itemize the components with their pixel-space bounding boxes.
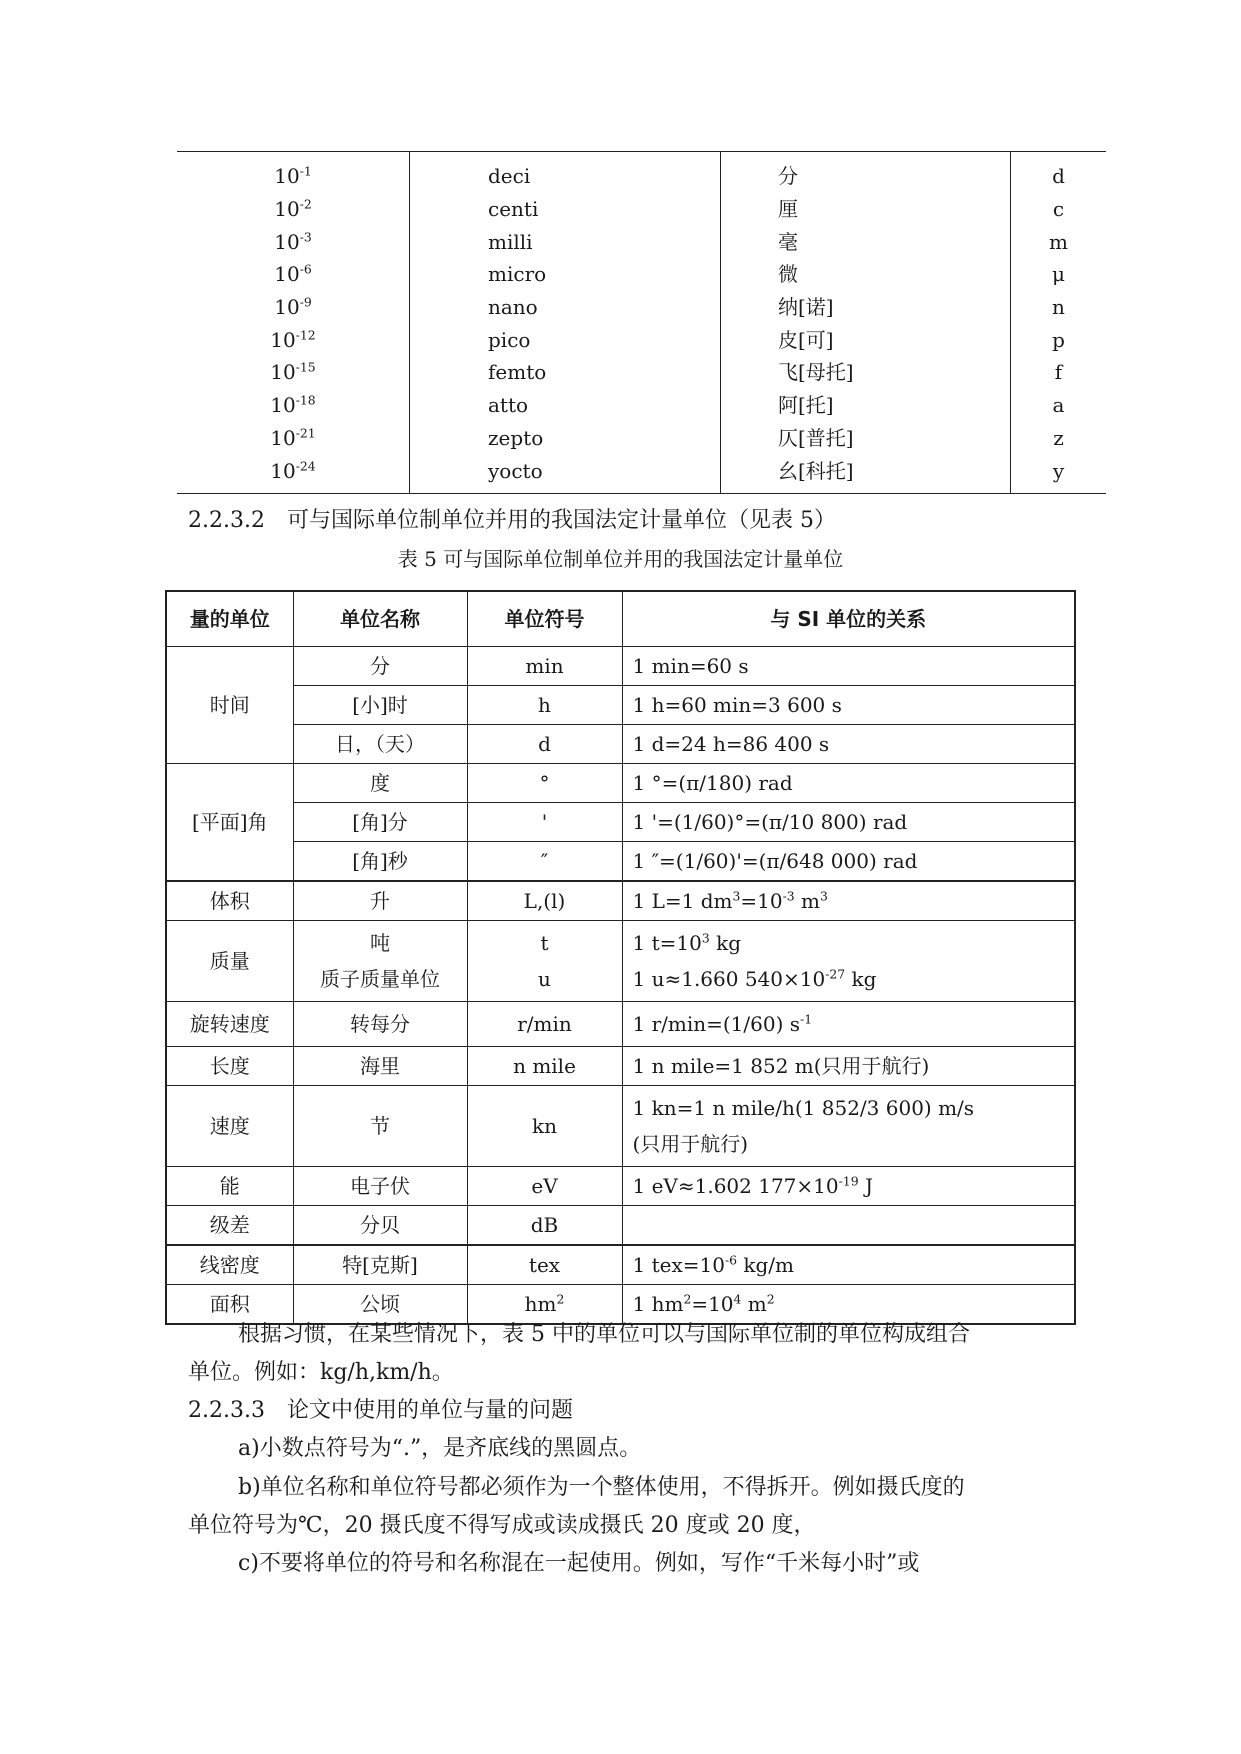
unit-name-cell: 升 xyxy=(293,881,467,921)
prefix-name-cell: centi xyxy=(410,193,721,226)
prefix-symbol-cell: c xyxy=(1011,193,1107,226)
quantity-cell: 能 xyxy=(166,1167,293,1206)
prefix-row xyxy=(177,389,1106,422)
unit-symbol-cell: ″ xyxy=(467,842,622,882)
list-item: a)小数点符号为“.”，是齐底线的黑圆点。 xyxy=(238,1436,642,1461)
prefix-row xyxy=(177,323,1106,356)
prefix-row xyxy=(177,356,1106,389)
unit-name-cell: 电子伏 xyxy=(293,1167,467,1206)
unit-symbol-cell: dB xyxy=(467,1206,622,1246)
table-row xyxy=(166,1047,1075,1086)
header-si-relation: 与 SI 单位的关系 xyxy=(622,591,1075,647)
prefix-chinese-name-cell: 分 xyxy=(721,152,1011,193)
prefix-symbol-cell: n xyxy=(1011,291,1107,324)
prefix-factor-cell: $10^{-18}$ xyxy=(270,392,316,418)
unit-symbol-cell: t u xyxy=(467,921,622,1002)
relation-cell: 1 eV≈1.602 $177\times 10^{-19}$ J xyxy=(622,1167,1075,1206)
unit-name-cell: 日，（天） xyxy=(293,725,467,764)
list-item: b)单位名称和单位符号都必须作为一个整体使用，不得拆开。例如摄氏度的 xyxy=(238,1475,965,1500)
prefix-name-cell: femto xyxy=(410,356,721,389)
relation-cell: 1 °=(π/180) rad xyxy=(622,764,1075,803)
relation-cell: 1 min=60 s xyxy=(622,647,1075,686)
unit-name-cell: [小]时 xyxy=(293,686,467,725)
table-row xyxy=(166,1206,1075,1246)
table-row xyxy=(166,842,1075,882)
header-unit-symbol: 单位符号 xyxy=(467,591,622,647)
relation-cell xyxy=(622,1206,1075,1246)
quantity-cell: 线密度 xyxy=(166,1245,293,1285)
quantity-cell: 面积 xyxy=(166,1285,293,1325)
unit-name-cell: 吨 质子质量单位 xyxy=(293,921,467,1002)
header-quantity: 量的单位 xyxy=(166,591,293,647)
relation-cell: 1 $tex=10^{-6}$ kg/m xyxy=(622,1245,1075,1285)
prefix-name-cell: atto xyxy=(410,389,721,422)
header-unit-name: 单位名称 xyxy=(293,591,467,647)
table-row xyxy=(166,1167,1075,1206)
prefix-table xyxy=(177,151,1106,494)
prefix-name-cell: yocto xyxy=(410,454,721,493)
prefix-chinese-name-cell: 皮[可] xyxy=(721,323,1011,356)
relation-cell: 1 $hm^2=10^4$ $m^2$ xyxy=(622,1285,1075,1325)
section-number: 2.2.3.2 xyxy=(188,508,265,533)
prefix-chinese-name-cell: 纳[诺] xyxy=(721,291,1011,324)
prefix-factor-cell: $10^{-3}$ xyxy=(274,229,312,254)
relation-cell: 1 ″=(1/60)'=(π/648 000) rad xyxy=(622,842,1075,882)
paragraph-line: 单位。例如：kg/h,km/h。 xyxy=(188,1360,454,1385)
quantity-cell: [平面]角 xyxy=(166,764,293,882)
relation-cell: 1 '=(1/60)°=(π/10 800) rad xyxy=(622,803,1075,842)
prefix-factor-cell: $10^{-6}$ xyxy=(274,261,312,287)
section-2233-heading xyxy=(188,1393,573,1424)
prefix-factor-cell: $10^{-24}$ xyxy=(270,457,316,483)
table5-header-row xyxy=(166,591,1075,647)
unit-symbol-cell: ° xyxy=(467,764,622,803)
prefix-chinese-name-cell: 阿[托] xyxy=(721,389,1011,422)
table-row xyxy=(166,725,1075,764)
table-row xyxy=(166,921,1075,1002)
prefix-symbol-cell: y xyxy=(1011,454,1107,493)
prefix-row xyxy=(177,225,1106,258)
unit-name-cell: 节 xyxy=(293,1086,467,1167)
prefix-name-cell: micro xyxy=(410,258,721,291)
prefix-name-cell: nano xyxy=(410,291,721,324)
quantity-cell: 速度 xyxy=(166,1086,293,1167)
section-2232-heading xyxy=(188,503,836,534)
prefix-factor-cell: $10^{-2}$ xyxy=(274,196,312,222)
relation-cell: 1 d=24 h=86 400 s xyxy=(622,725,1075,764)
relation-cell: 1 h=60 min=3 600 s xyxy=(622,686,1075,725)
prefix-factor-cell: $10^{-9}$ xyxy=(274,294,312,320)
quantity-cell: 体积 xyxy=(166,881,293,921)
prefix-symbol-cell: a xyxy=(1011,389,1107,422)
prefix-row xyxy=(177,291,1106,324)
prefix-factor-cell: $10^{-21}$ xyxy=(270,425,316,450)
prefix-row xyxy=(177,258,1106,291)
relation-cell: 1 kn=1 n mile/h(1 852/3 600) m/s (只用于航行) xyxy=(622,1086,1075,1167)
quantity-cell: 旋转速度 xyxy=(166,1002,293,1047)
unit-symbol-cell: r/min xyxy=(467,1002,622,1047)
prefix-symbol-cell: p xyxy=(1011,323,1107,356)
paragraph-line: 单位符号为℃，20 摄氏度不得写成或读成摄氏 20 度或 20 度， xyxy=(188,1513,816,1538)
unit-name-cell: 度 xyxy=(293,764,467,803)
prefix-name-cell: zepto xyxy=(410,422,721,455)
unit-symbol-cell: kn xyxy=(467,1086,622,1167)
relation-cell: 1 $t=10^3$ kg 1 u≈1.660 $540\times 10^{-27}$ kg xyxy=(622,921,1075,1002)
table-row xyxy=(166,647,1075,686)
table5 xyxy=(165,590,1076,1325)
unit-name-cell: 海里 xyxy=(293,1047,467,1086)
prefix-factor-cell: $10^{-1}$ xyxy=(274,163,312,189)
prefix-chinese-name-cell: 毫 xyxy=(721,225,1011,258)
prefix-row xyxy=(177,422,1106,455)
prefix-symbol-cell: μ xyxy=(1011,258,1107,291)
unit-symbol-cell: h xyxy=(467,686,622,725)
quantity-cell: 级差 xyxy=(166,1206,293,1246)
prefix-name-cell: milli xyxy=(410,225,721,258)
table-row xyxy=(166,686,1075,725)
prefix-chinese-name-cell: 仄[普托] xyxy=(721,422,1011,455)
prefix-row xyxy=(177,152,1106,193)
prefix-symbol-cell: f xyxy=(1011,356,1107,389)
quantity-cell: 时间 xyxy=(166,647,293,764)
paragraph-line: 根据习惯，在某些情况下，表 5 中的单位可以与国际单位制的单位构成组合 xyxy=(238,1322,970,1347)
prefix-chinese-name-cell: 微 xyxy=(721,258,1011,291)
unit-symbol-cell: d xyxy=(467,725,622,764)
section-number: 2.2.3.3 xyxy=(188,1398,265,1423)
unit-symbol-cell: min xyxy=(467,647,622,686)
prefix-name-cell: pico xyxy=(410,323,721,356)
unit-name-cell: 特[克斯] xyxy=(293,1245,467,1285)
section-title: 可与国际单位制单位并用的我国法定计量单位（见表 5） xyxy=(286,508,836,533)
prefix-chinese-name-cell: 厘 xyxy=(721,193,1011,226)
prefix-symbol-cell: m xyxy=(1011,225,1107,258)
unit-name-cell: 分贝 xyxy=(293,1206,467,1246)
prefix-row xyxy=(177,454,1106,493)
prefix-chinese-name-cell: 幺[科托] xyxy=(721,454,1011,493)
unit-name-cell: 分 xyxy=(293,647,467,686)
table-row xyxy=(166,764,1075,803)
table-row xyxy=(166,1002,1075,1047)
section-title: 论文中使用的单位与量的问题 xyxy=(286,1398,573,1423)
table-row xyxy=(166,1245,1075,1285)
unit-name-cell: [角]秒 xyxy=(293,842,467,882)
unit-symbol-cell: L,(l) xyxy=(467,881,622,921)
prefix-symbol-cell: d xyxy=(1011,152,1107,193)
quantity-cell: 长度 xyxy=(166,1047,293,1086)
prefix-row xyxy=(177,193,1106,226)
unit-name-cell: [角]分 xyxy=(293,803,467,842)
prefix-chinese-name-cell: 飞[母托] xyxy=(721,356,1011,389)
prefix-factor-cell: $10^{-12}$ xyxy=(270,327,316,352)
table-row xyxy=(166,881,1075,921)
list-item: c)不要将单位的符号和名称混在一起使用。例如，写作“千米每小时”或 xyxy=(238,1551,920,1576)
table-row xyxy=(166,1086,1075,1167)
table-row xyxy=(166,803,1075,842)
unit-symbol-cell: ' xyxy=(467,803,622,842)
prefix-name-cell: deci xyxy=(410,152,721,193)
prefix-factor-cell: $10^{-15}$ xyxy=(270,359,316,385)
table5-caption: 表 5 可与国际单位制单位并用的我国法定计量单位 xyxy=(397,547,844,571)
relation-cell: 1 n mile=1 852 m(只用于航行) xyxy=(622,1047,1075,1086)
prefix-table-body xyxy=(177,152,1106,494)
unit-name-cell: 公顷 xyxy=(293,1285,467,1325)
unit-name-cell: 转每分 xyxy=(293,1002,467,1047)
quantity-cell: 质量 xyxy=(166,921,293,1002)
relation-cell: 1 r/min=(1/60) $s^{-1}$ xyxy=(622,1002,1075,1047)
prefix-symbol-cell: z xyxy=(1011,422,1107,455)
unit-symbol-cell: eV xyxy=(467,1167,622,1206)
unit-symbol-cell: tex xyxy=(467,1245,622,1285)
unit-symbol-cell: n mile xyxy=(467,1047,622,1086)
relation-cell: 1 L=1 $dm^3=10^{-3}$ $m^3$ xyxy=(622,881,1075,921)
unit-symbol-cell: $hm^2$ xyxy=(467,1285,622,1325)
